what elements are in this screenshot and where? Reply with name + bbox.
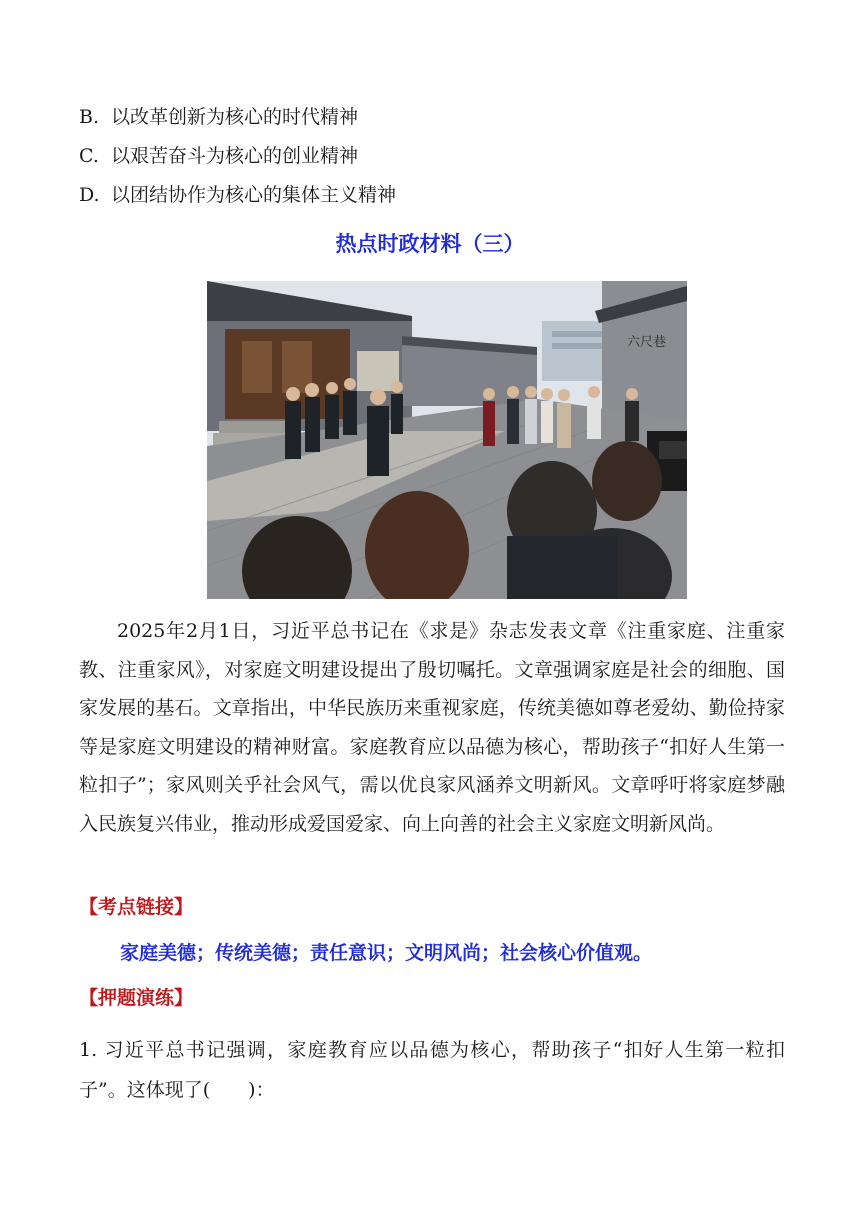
option-letter: B. [79,106,100,128]
question-1: 1. 习近平总书记强调，家庭教育应以品德为核心，帮助孩子“扣好人生第一粒扣子”。这体现了( )： [79,1039,785,1101]
option-letter: C. [79,145,99,167]
option-b [79,104,358,130]
option-d [79,182,396,208]
keywords-text: 家庭美德；传统美德；责任意识；文明风尚；社会核心价值观。 [120,942,653,964]
option-letter: D. [79,184,100,206]
sign-text: 六尺巷 [627,335,667,350]
option-c [79,143,358,169]
news-photo [207,281,687,599]
exam-point-link-heading: 【考点链接】 [79,896,194,918]
option-text: 以艰苦奋斗为核心的创业精神 [111,145,359,167]
section-title: 热点时政材料（三） [335,232,525,256]
option-text: 以团结协作为核心的集体主义精神 [111,184,397,206]
article-paragraph: 2025年2月1日，习近平总书记在《求是》杂志发表文章《注重家庭、注重家教、注重家风》，对家庭文明建设提出了殷切嘱托。文章强调家庭是社会的细胞、国家发展的基石。文章指出，中华民族历来重视家庭，传统美德如尊老爱幼、勤俭持家等是家庭文明建设的精神财富。家庭教育应以品德为核心，帮助孩子“扣好人生第一粒扣子”；家风则关乎社会风气，需以优良家风涵养文明新风。文章呼吁将家庭梦融入民族复兴伟业，推动形成爱国爱家、向上向善的社会主义家庭文明新风尚。 [79,620,785,835]
practice-heading: 【押题演练】 [79,987,194,1009]
option-text: 以改革创新为核心的时代精神 [111,106,359,128]
